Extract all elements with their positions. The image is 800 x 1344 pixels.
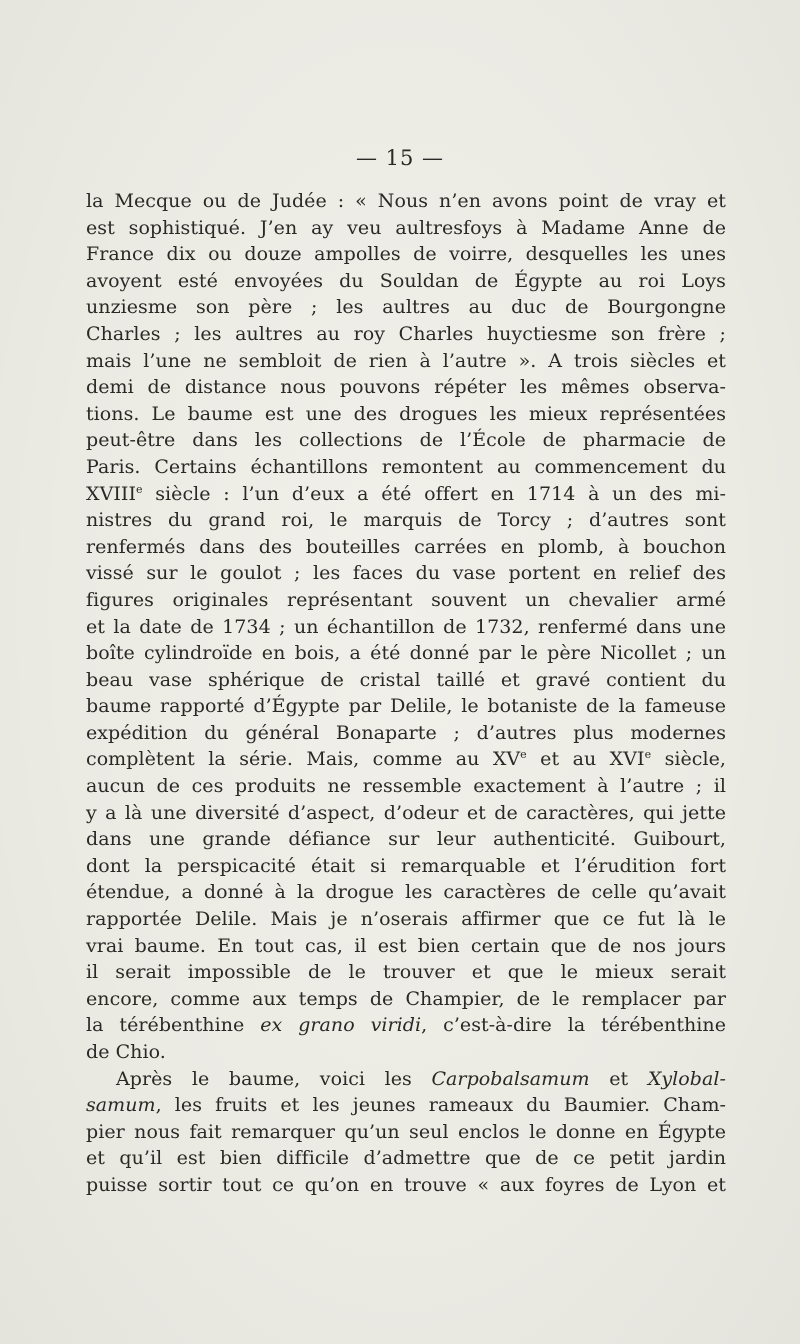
text-line: demi de distance nous pouvons répéter les mêmes observa- — [86, 376, 726, 399]
text-line: aucun de ces produits ne ressemble exactement à l’autre ; il — [86, 775, 726, 798]
text-line: France dix ou douze ampolles de voirre, desquelles les unes — [86, 243, 726, 266]
text-span: XVIII — [86, 482, 137, 505]
text-line: Charles ; les aultres au roy Charles huyctiesme son frère ; — [86, 322, 726, 345]
text-span: , les fruits et les jeunes rameaux du Baumier. Cham- — [155, 1094, 726, 1117]
text-span: siècle, — [651, 748, 726, 771]
text-line: vrai baume. En tout cas, il est bien certain que de nos jours — [86, 934, 726, 957]
text-line: de Chio. — [86, 1041, 166, 1063]
text-line: encore, comme aux temps de Champier, de le remplacer par — [86, 987, 726, 1010]
text-line: nistres du grand roi, le marquis de Torcy ; d’autres sont — [86, 509, 726, 532]
italic-term: samum — [86, 1094, 156, 1117]
text-line: dans une grande défiance sur leur authenticité. Guibourt, — [86, 828, 726, 851]
text-line: avoyent esté envoyées du Souldan de Égypte au roi Loys — [86, 269, 726, 292]
text-line: baume rapporté d’Égypte par Delile, le botaniste de la fameuse — [86, 695, 726, 718]
text-line: pier nous fait remarquer qu’un seul enclos le donne en Égypte — [86, 1120, 726, 1143]
text-line: rapportée Delile. Mais je n’oserais affirmer que ce fut là le — [86, 908, 726, 931]
superscript: e — [520, 748, 527, 762]
text-line: unziesme son père ; les aultres au duc de Bourgongne — [86, 296, 726, 319]
text-line — [86, 1012, 726, 1039]
page-number: — 15 — — [355, 146, 445, 170]
text-line: beau vase sphérique de cristal taillé et gravé contient du — [86, 668, 726, 691]
text-line: boîte cylindroïde en bois, a été donné par le père Nicollet ; un — [86, 642, 726, 665]
text-span: et au XVI — [526, 748, 645, 771]
text-line: mais l’une ne sembloit de rien à l’autre ». A trois siècles et — [86, 349, 726, 372]
superscript: e — [136, 482, 143, 496]
text-line: est sophistiqué. J’en ay veu aultresfoys à Madame Anne de — [86, 216, 726, 239]
italic-term: Carpobalsamum — [431, 1067, 590, 1090]
text-line — [86, 746, 726, 773]
text-line: vissé sur le goulot ; les faces du vase portent en relief des — [86, 562, 726, 585]
text-line: il serait impossible de le trouver et que le mieux serait — [86, 961, 726, 984]
text-line: peut-être dans les collections de l’École de pharmacie de — [86, 429, 726, 452]
text-line — [86, 481, 726, 508]
text-line: la Mecque ou de Judée : « Nous n’en avons point de vray et — [86, 190, 726, 212]
text-span: siècle : l’un d’eux a été offert en 1714 à un des mi- — [142, 482, 726, 505]
text-span: Après le baume, voici les — [116, 1067, 432, 1090]
text-line: tions. Le baume est une des drogues les mieux représentées — [86, 402, 726, 425]
text-line — [86, 1092, 726, 1119]
text-span: , c’est-à-dire la térébenthine — [421, 1014, 726, 1037]
text-line: expédition du général Bonaparte ; d’autres plus modernes — [86, 721, 726, 744]
italic-term: Xylobal- — [647, 1067, 726, 1090]
body-text — [86, 188, 726, 1199]
text-line: puisse sortir tout ce qu’on en trouve « aux foyres de Lyon et — [86, 1173, 726, 1196]
text-line: et qu’il est bien difficile d’admettre que de ce petit jardin — [86, 1147, 726, 1170]
text-line: Paris. Certains échantillons remontent au commencement du — [86, 455, 726, 478]
text-span: complètent la série. Mais, comme au XV — [86, 748, 521, 771]
text-line: renfermés dans des bouteilles carrées en plomb, à bouchon — [86, 535, 726, 558]
text-line: étendue, a donné à la drogue les caractères de celle qu’avait — [86, 881, 726, 904]
text-span: la térébenthine — [86, 1014, 261, 1037]
text-line: y a là une diversité d’aspect, d’odeur et de caractères, qui jette — [86, 801, 726, 824]
text-span: et — [589, 1067, 648, 1090]
text-line — [86, 1066, 726, 1093]
text-line: dont la perspicacité était si remarquable et l’érudition fort — [86, 854, 726, 877]
text-line: figures originales représentant souvent un chevalier armé — [86, 588, 726, 611]
text-line: et la date de 1734 ; un échantillon de 1732, renfermé dans une — [86, 615, 726, 638]
superscript: e — [644, 748, 652, 762]
italic-term: ex grano viridi — [260, 1014, 422, 1037]
